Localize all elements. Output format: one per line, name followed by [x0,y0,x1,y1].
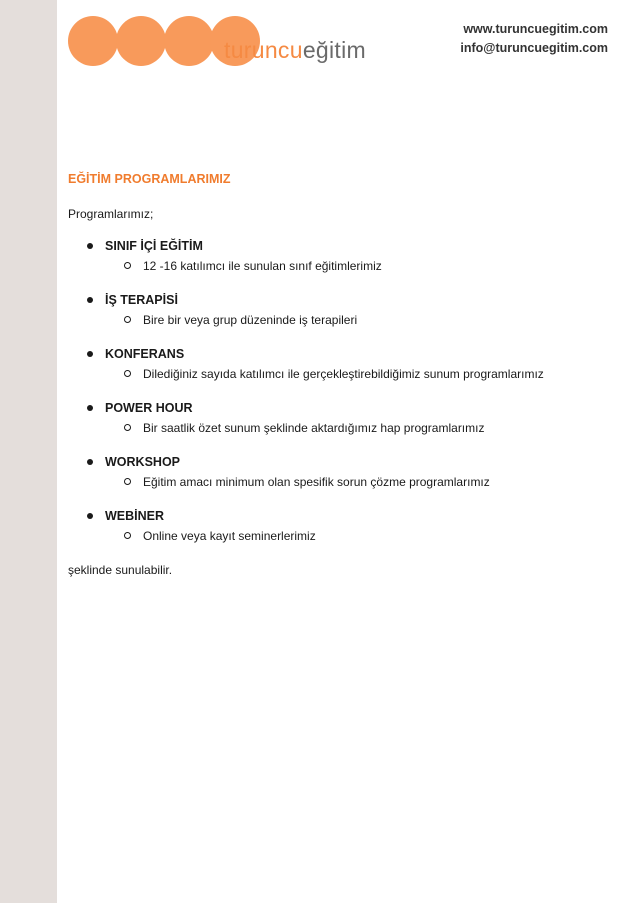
outro-text: şeklinde sunulabilir. [68,563,173,577]
program-title: WORKSHOP [105,455,180,469]
program-description: Online veya kayıt seminerlerimiz [143,529,316,543]
program-description: Bir saatlik özet sunum şeklinde aktardığımız hap programlarımız [143,421,485,435]
program-item [68,399,608,437]
program-title: İŞ TERAPİSİ [105,293,178,307]
bullet-circle-icon [124,532,131,539]
program-title: SINIF İÇİ EĞİTİM [105,239,203,253]
program-title-row [68,453,608,471]
page-side-strip [0,0,57,903]
intro-text: Programlarımız; [68,207,154,221]
bullet-circle-icon [124,424,131,431]
program-title-row [68,237,608,255]
program-desc-row [68,473,608,491]
bullet-circle-icon [124,262,131,269]
program-title-row [68,291,608,309]
program-desc-row [68,365,608,383]
email-link[interactable]: info@turuncuegitim.com [460,41,608,55]
section-heading: EĞİTİM PROGRAMLARIMIZ [68,172,231,186]
document-body [68,170,608,579]
logo-word-egitim: eğitim [302,37,366,63]
program-item [68,237,608,275]
logo-circle [164,16,214,66]
bullet-circle-icon [124,370,131,377]
program-item [68,291,608,329]
bullet-dot-icon [87,459,93,465]
program-desc-row [68,419,608,437]
bullet-dot-icon [87,351,93,357]
bullet-dot-icon [87,297,93,303]
logo-word-turuncu: turuncu [224,37,303,63]
program-title-row [68,399,608,417]
bullet-dot-icon [87,513,93,519]
bullet-circle-icon [124,316,131,323]
bullet-circle-icon [124,478,131,485]
logo-circle [68,16,118,66]
program-desc-row [68,311,608,329]
program-desc-row [68,527,608,545]
program-description: Dilediğiniz sayıda katılımcı ile gerçekleştirebildiğimiz sunum programlarımız [143,367,544,381]
program-title: POWER HOUR [105,401,193,415]
program-desc-row [68,257,608,275]
program-title: KONFERANS [105,347,185,361]
turuncu-egitim-logo [66,16,386,68]
logo-circle [116,16,166,66]
program-title-row [68,345,608,363]
logo-wordmark [224,37,366,63]
program-title: WEBİNER [105,509,165,523]
program-item [68,453,608,491]
program-description: Bire bir veya grup düzeninde iş terapileri [143,313,358,327]
website-link[interactable]: www.turuncuegitim.com [463,22,608,36]
bullet-dot-icon [87,405,93,411]
program-list [68,237,608,545]
bullet-dot-icon [87,243,93,249]
program-description: Eğitim amacı minimum olan spesifik sorun çözme programlarımız [143,475,490,489]
program-item [68,507,608,545]
program-description: 12 -16 katılımcı ile sunulan sınıf eğitimlerimiz [143,259,382,273]
header-contact [460,20,608,58]
program-item [68,345,608,383]
program-title-row [68,507,608,525]
